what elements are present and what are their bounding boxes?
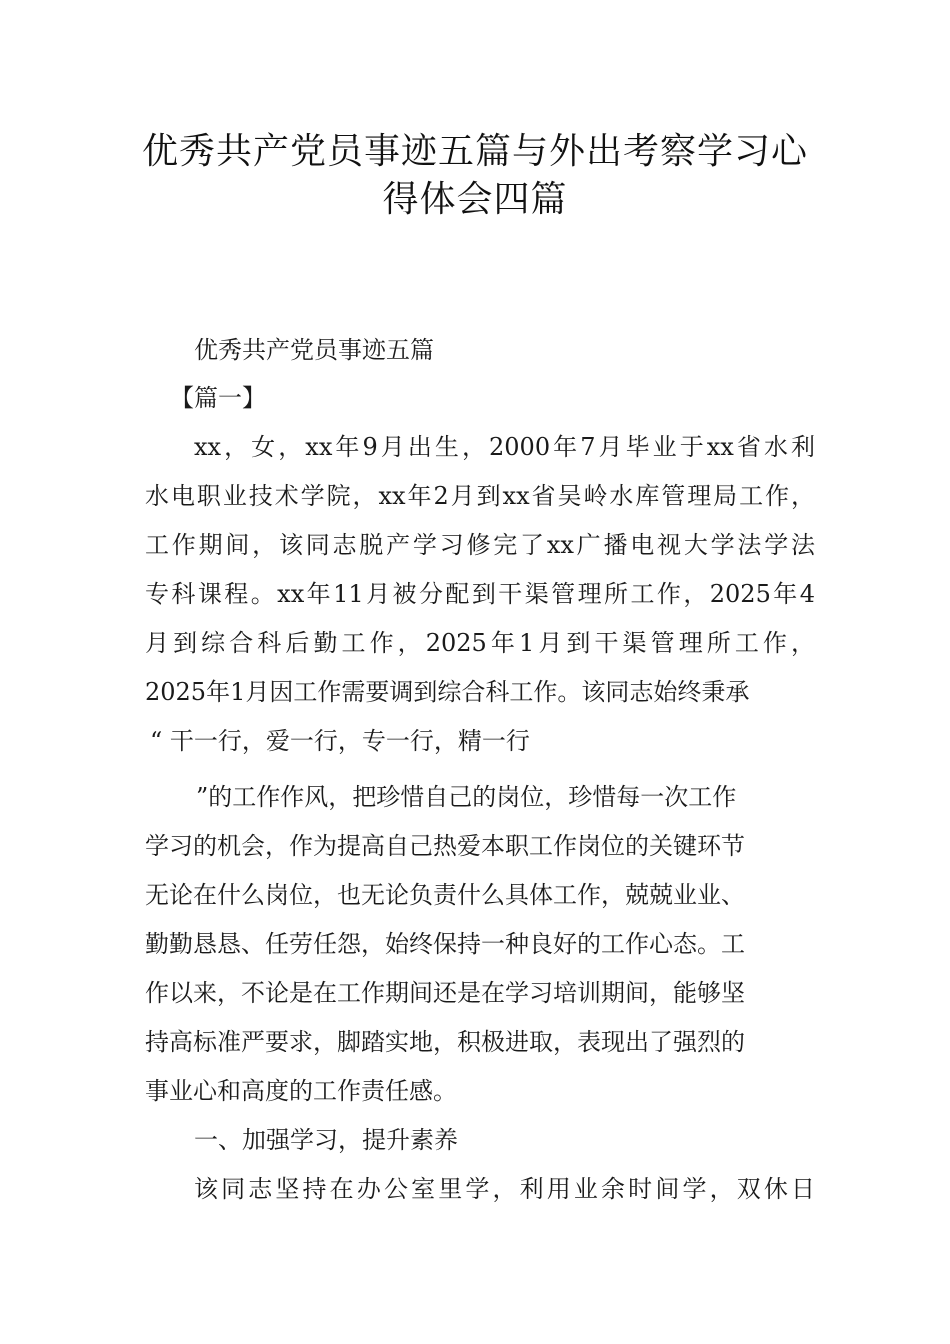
paragraph-line: ”的工作作风，把珍惜自己的岗位，珍惜每一次工作	[196, 783, 737, 811]
document-title-line-2: 得体会四篇	[382, 179, 568, 220]
paragraph-line: 该同志坚持在办公室里学，利用业余时间学，双休日	[194, 1175, 815, 1203]
part-label: 【篇一】	[170, 384, 266, 412]
paragraph-line: 持高标准严要求，脚踏实地，积极进取，表现出了强烈的	[145, 1028, 745, 1056]
paragraph-line: 月到综合科后勤工作，2025年1月到干渠管理所工作，	[145, 629, 815, 657]
paragraph-line: 勤勤恳恳、任劳任怨，始终保持一种良好的工作心态。工	[145, 930, 745, 958]
section-heading: 优秀共产党员事迹五篇	[194, 336, 434, 364]
paragraph-line: 工作期间，该同志脱产学习修完了xx广播电视大学法学法	[145, 531, 815, 559]
paragraph-line: 无论在什么岗位，也无论负责什么具体工作，兢兢业业、	[145, 881, 745, 909]
paragraph-line: xx，女，xx年9月出生，2000年7月毕业于xx省水利	[194, 433, 815, 461]
paragraph-line: “ 干一行，爱一行，专一行，精一行	[150, 727, 530, 755]
subsection-heading: 一、加强学习，提升素养	[194, 1126, 458, 1154]
paragraph-line: 学习的机会，作为提高自己热爱本职工作岗位的关键环节	[145, 832, 745, 860]
paragraph-line: 水电职业技术学院，xx年2月到xx省吴岭水库管理局工作，	[145, 482, 815, 510]
paragraph-line: 作以来，不论是在工作期间还是在学习培训期间，能够坚	[145, 979, 745, 1007]
document-title-line-1: 优秀共产党员事迹五篇与外出考察学习心	[141, 131, 808, 172]
paragraph-line: 专科课程。xx年11月被分配到干渠管理所工作，2025年4	[145, 580, 815, 608]
paragraph-line: 事业心和高度的工作责任感。	[145, 1077, 457, 1105]
paragraph-line: 2025年1月因工作需要调到综合科工作。该同志始终秉承	[145, 678, 750, 706]
